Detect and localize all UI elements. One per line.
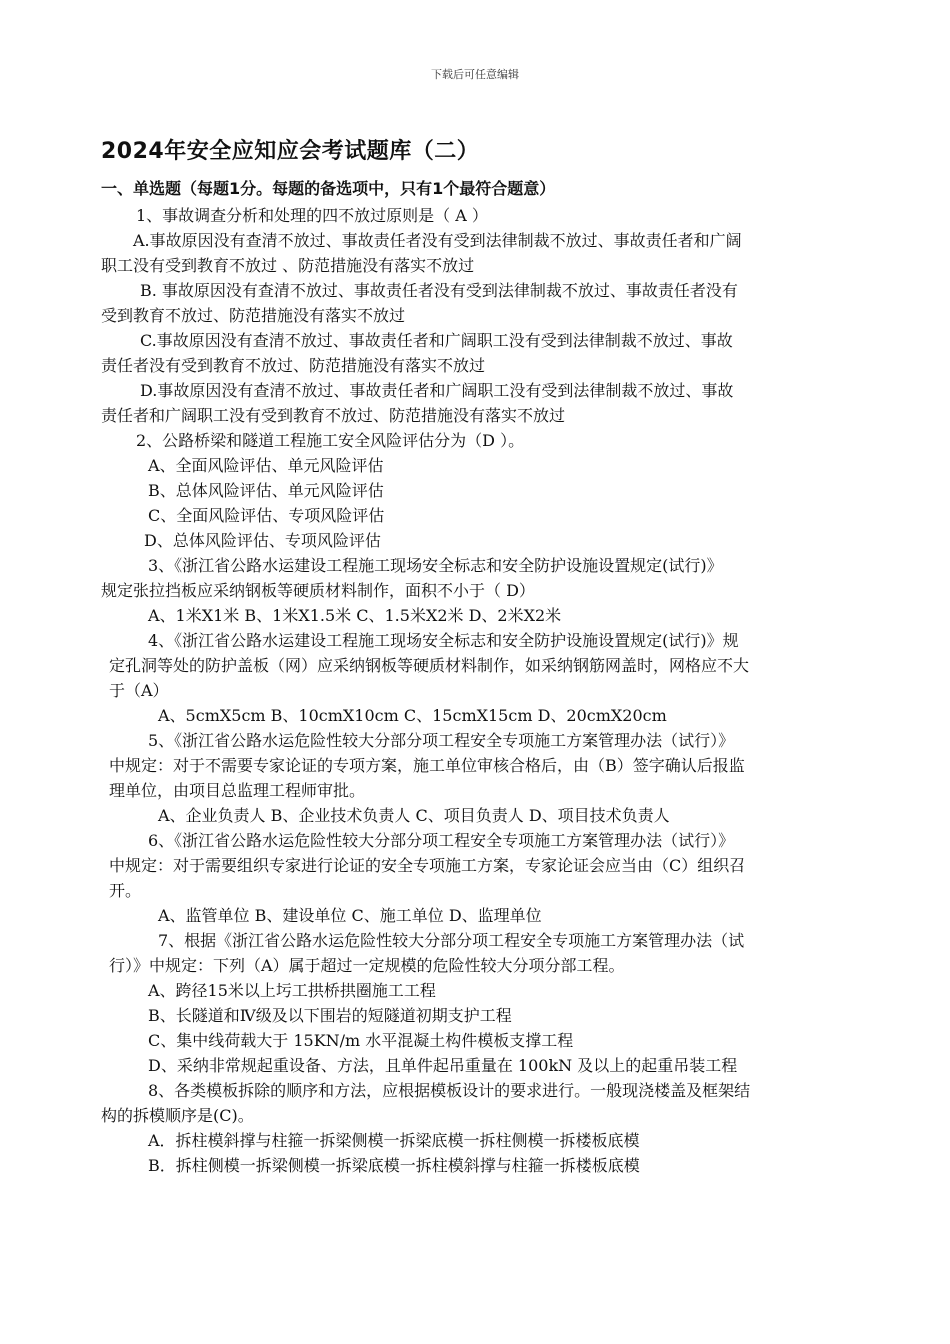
text-line: 中规定：对于需要组织专家进行论证的安全专项施工方案，专家论证会应当由（C）组织召 (109, 856, 746, 875)
text-line: B．拆柱侧模一拆梁侧模一拆梁底模一拆柱模斜撑与柱箍一拆楼板底模 (148, 1156, 640, 1175)
text-line: 受到教育不放过、防范措施没有落实不放过 (101, 306, 406, 325)
text-line: 3、《浙江省公路水运建设工程施工现场安全标志和安全防护设施设置规定(试行)》 (148, 556, 723, 575)
text-line: 职工没有受到教育不放过 、防范措施没有落实不放过 (101, 256, 475, 275)
text-line: 构的拆模顺序是(C)。 (101, 1106, 254, 1125)
text-line: 2、公路桥梁和隧道工程施工安全风险评估分为（D ）。 (136, 431, 525, 450)
text-line: 7、根据《浙江省公路水运危险性较大分部分项工程安全专项施工方案管理办法（试 (158, 931, 745, 950)
text-line: A．拆柱模斜撑与柱箍一拆梁侧模一拆梁底模一拆柱侧模一拆楼板底模 (148, 1131, 640, 1150)
text-line: A.事故原因没有查清不放过、事故责任者没有受到法律制裁不放过、事故责任者和广阔 (133, 231, 742, 250)
page-header: 下载后可任意编辑 (431, 68, 519, 81)
text-line: 责任者没有受到教育不放过、防范措施没有落实不放过 (101, 356, 486, 375)
text-line: D.事故原因没有查清不放过、事故责任者和广阔职工没有受到法律制裁不放过、事故 (140, 381, 734, 400)
text-line: 6、《浙江省公路水运危险性较大分部分项工程安全专项施工方案管理办法（试行）》 (148, 831, 735, 850)
text-line: 理单位，由项目总监理工程师审批。 (109, 781, 366, 800)
text-line: B、总体风险评估、单元风险评估 (148, 481, 384, 500)
text-line: C.事故原因没有查清不放过、事故责任者和广阔职工没有受到法律制裁不放过、事故 (140, 331, 733, 350)
text-line: 定孔洞等处的防护盖板（网）应采纳钢板等硬质材料制作，如采纳钢筋网盖时，网格应不大 (109, 656, 750, 675)
text-line: 4、《浙江省公路水运建设工程施工现场安全标志和安全防护设施设置规定(试行)》规 (148, 631, 739, 650)
document-title: 2024年安全应知应会考试题库（二） (101, 139, 480, 164)
text-line: 于（A） (109, 681, 169, 700)
text-line: A、1米X1米 B、1米X1.5米 C、1.5米X2米 D、2米X2米 (148, 606, 562, 625)
text-line: A、企业负责人 B、企业技术负责人 C、项目负责人 D、项目技术负责人 (158, 806, 670, 825)
text-line: 8、各类模板拆除的顺序和方法，应根据模板设计的要求进行。一般现浇楼盖及框架结 (148, 1081, 751, 1100)
text-line: B. 事故原因没有查清不放过、事故责任者没有受到法律制裁不放过、事故责任者没有 (140, 281, 738, 300)
text-line: 中规定：对于不需要专家论证的专项方案，施工单位审核合格后，由（B）签字确认后报监 (109, 756, 745, 775)
text-line: D、总体风险评估、专项风险评估 (144, 531, 381, 550)
text-line: C、集中线荷载大于 15KN/m 水平混凝土构件模板支撑工程 (148, 1031, 574, 1050)
text-line: D、采纳非常规起重设备、方法，且单件起吊重量在 100kN 及以上的起重吊装工程 (148, 1056, 738, 1075)
text-line: B、长隧道和Ⅳ级及以下围岩的短隧道初期支护工程 (148, 1006, 512, 1025)
text-line: 规定张拉挡板应采纳钢板等硬质材料制作，面积不小于（ D） (101, 581, 535, 600)
text-line: A、跨径15米以上圬工拱桥拱圈施工工程 (148, 981, 436, 1000)
text-line: 开。 (109, 881, 142, 900)
text-line: 1、事故调查分析和处理的四不放过原则是（ A ） (136, 206, 488, 225)
section-heading: 一、单选题（每题1分。每题的备选项中，只有1个最符合题意） (101, 179, 556, 198)
text-line: A、监管单位 B、建设单位 C、施工单位 D、监理单位 (158, 906, 542, 925)
text-line: 5、《浙江省公路水运危险性较大分部分项工程安全专项施工方案管理办法（试行）》 (148, 731, 735, 750)
text-line: 行）》中规定：下列（A）属于超过一定规模的危险性较大分项分部工程。 (109, 956, 625, 975)
text-line: C、全面风险评估、专项风险评估 (148, 506, 385, 525)
text-line: A、全面风险评估、单元风险评估 (148, 456, 384, 475)
text-line: 责任者和广阔职工没有受到教育不放过、防范措施没有落实不放过 (101, 406, 566, 425)
text-line: A、5cmX5cm B、10cmX10cm C、15cmX15cm D、20cmX20cm (158, 706, 667, 725)
